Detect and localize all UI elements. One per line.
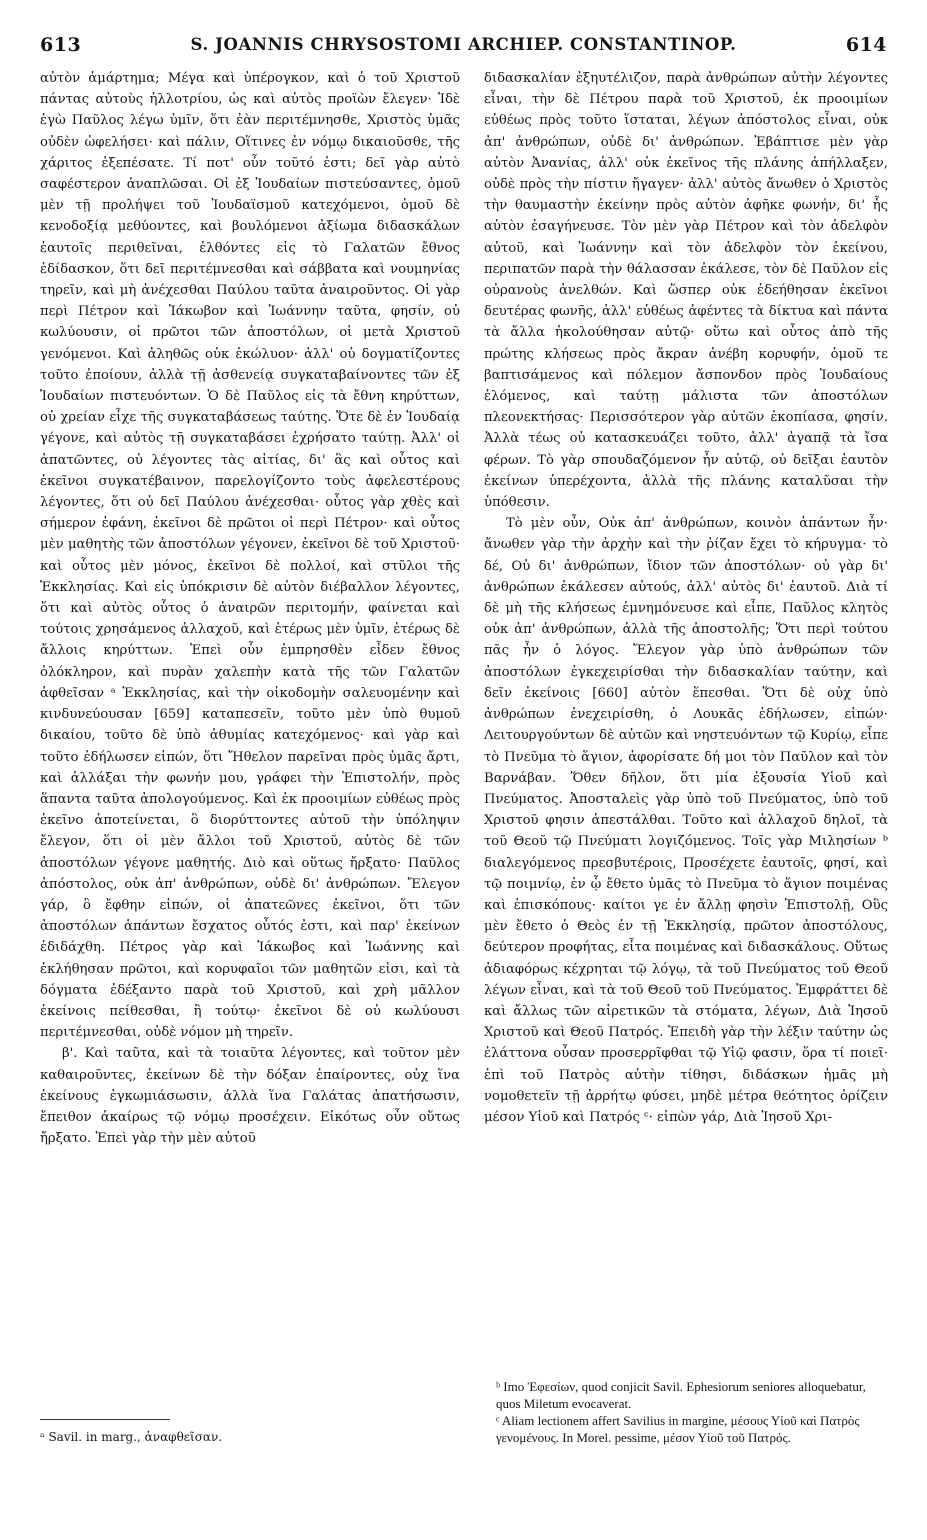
right-column bbox=[484, 68, 888, 1128]
footnotes-right bbox=[496, 1379, 888, 1447]
left-paragraph-2: β'. Καὶ ταῦτα, καὶ τὰ τοιαῦτα λέγοντες, καὶ τοῦτον μὲν καθαιροῦντες, ἐκείνων δὲ τὴν δόξαν ἐπαίροντες, οὐχ ἵνα ἐκείνους ἐγκωμιάσωσιν, ἀλλὰ ἵνα Γαλάτας ἀπατήσωσιν, ἔπειθον ἀκαίρως τῷ νόμῳ προσέχειν. Εἰκότως οὖν οὕτως ἤρξατο. Ἐπεὶ γὰρ τὴν μὲν αὐτοῦ bbox=[40, 1046, 460, 1147]
right-paragraph-1: διδασκαλίαν ἐξηυτέλιζον, παρὰ ἀνθρώπων αὐτὴν λέγοντες εἶναι, τὴν δὲ Πέτρου παρὰ τοῦ Χριστοῦ, ἐκ προοιμίων εὐθέως πρὸς τοῦτο ἵσταται, λέγων ἀπόστολος εἶναι, οὐκ ἀπ' ἀνθρώπων, οὐδὲ δι' ἀνθρώπων. Ἐβάπτισε μὲν γὰρ αὐτὸν Ἀνανίας, ἀλλ' οὐκ ἐκεῖνος τῆς πλάνης ἀπήλλαξεν, οὐδὲ πρὸς τὴν πίστιν ἤγαγεν· ἀλλ' αὐτὸς ἄνωθεν ὁ Χριστὸς τὴν θαυμαστὴν ἐκείνην πρὸς αὐτὸν ἀφῆκε φωνήν, δι' ἧς αὐτὸν ἐσαγήνευσε. Τὸν μὲν γὰρ Πέτρον καὶ τὸν ἀδελφὸν αὐτοῦ, καὶ Ἰωάννην καὶ τὸν ἀδελφὸν τὸν ἐκείνου, περιπατῶν παρὰ τὴν θάλασσαν ἐκάλεσε, τὸν δὲ Παῦλον εἰς οὐρανοὺς ἀνελθών. Καὶ ὥσπερ οὐκ ἐδεήθησαν ἐκεῖνοι δευτέρας φωνῆς, ἀλλ' εὐθέως ἀφέντες τὰ δίκτυα καὶ πάντα τὰ ἄλλα ἠκολούθησαν αὐτῷ· οὕτω καὶ οὗτος ἀπὸ τῆς πρώτης κλήσεως πρὸς ἄκραν ἀνέβη κορυφήν, ὁμοῦ τε βαπτισάμενος καὶ πόλεμον ἄσπονδον πρὸς Ἰουδαίους ἑλόμενος, καὶ ταύτῃ μάλιστα τῶν ἀποστόλων πλεονεκτήσας· Περισσότερον γὰρ αὐτῶν ἐκοπίασα, φησίν. Ἀλλὰ τέως οὐ κατασκευάζει τοῦτο, ἀλλ' ἀγαπᾷ τὰ ἴσα φέρων. Τὸ γὰρ σπουδαζόμενον ἦν αὐτῷ, οὐ δεῖξαι ἑαυτὸν ἐκείνων ὑπερέχοντα, ἀλλὰ τῆς πλάνης καταλῦσαι τὴν ὑπόθεσιν. bbox=[484, 71, 888, 511]
right-paragraph-2: Τὸ μὲν οὖν, Οὐκ ἀπ' ἀνθρώπων, κοινὸν ἁπάντων ἦν· ἄνωθεν γὰρ τὴν ἀρχὴν καὶ τὴν ῥίζαν ἔχει τὸ κήρυγμα· τὸ δέ, Οὐ δι' ἀνθρώπων, ἴδιον τῶν ἀποστόλων· οὐ γὰρ δι' ἀνθρώπων ἐκάλεσεν αὐτούς, ἀλλ' αὐτὸς δι' ἑαυτοῦ. Διὰ τί δὲ μὴ τῆς κλήσεως ἐμνημόνευσε καὶ εἶπε, Παῦλος κλητὸς οὐκ ἀπ' ἀνθρώπων, ἀλλὰ τῆς ἀποστολῆς; Ὅτι περὶ τούτου πᾶς ἦν ὁ λόγος. Ἔλεγον γὰρ ὑπὸ ἀνθρώπων τῶν ἀποστόλων ἐγκεχειρίσθαι τὴν διδασκαλίαν ταύτην, καὶ δεῖν ἐκείνοις [660] αὐτὸν ἕπεσθαι. Ὅτι δὲ οὐχ ὑπὸ ἀνθρώπων ἐνεχειρίσθη, ὁ Λουκᾶς ἐδήλωσεν, εἰπών· Λειτουργούντων δὲ αὐτῶν καὶ νηστευόντων τῷ Κυρίῳ, εἶπε τὸ Πνεῦμα τὸ ἅγιον, ἀφορίσατε δή μοι τὸν Παῦλον καὶ τὸν Βαρνάβαν. Ὅθεν δῆλον, ὅτι μία ἐξουσία Υἱοῦ καὶ Πνεύματος. Ἀποσταλεὶς γὰρ ὑπὸ τοῦ Πνεύματος, ὑπὸ τοῦ Χριστοῦ φησιν ἀπεστάλθαι. Τοῦτο καὶ ἀλλαχοῦ δηλοῖ, τὰ τοῦ Θεοῦ τῷ Πνεύματι λογιζόμενος. Τοῖς γὰρ Μιλησίων ᵇ διαλεγόμενος πρεσβυτέροις, Προσέχετε ἑαυτοῖς, φησί, καὶ τῷ ποιμνίῳ, ἐν ᾧ ἔθετο ὑμᾶς τὸ Πνεῦμα τὸ ἅγιον ποιμένας καὶ ἐπισκόπους· καίτοι γε ἐν ἄλλῃ φησὶν Ἐπιστολῇ, Οὓς μὲν ἔθετο ὁ Θεὸς ἐν τῇ Ἐκκλησίᾳ, πρῶτον ἀποστόλους, δεύτερον προφήτας, εἶτα ποιμένας καὶ διδασκάλους. Οὕτως ἀδιαφόρως κέχρηται τῷ λόγῳ, τὰ τοῦ Πνεύματος τοῦ Θεοῦ λέγων εἶναι, καὶ τὰ τοῦ Θεοῦ τοῦ Πνεύματος. Ἐμφράττει δὲ καὶ ἄλλως τῶν αἱρετικῶν τὰ στόματα, λέγων, Διὰ Ἰησοῦ Χριστοῦ καὶ Θεοῦ Πατρός. Ἐπειδὴ γὰρ τὴν λέξιν ταύτην ὡς ἐλάττονα οὖσαν προσερρῖφθαι τῷ Υἱῷ φασιν, ὅρα τί ποιεῖ· ἐπὶ τοῦ Πατρὸς αὐτὴν τίθησι, διδάσκων ἡμᾶς μὴ νομοθετεῖν τῇ ἀρρήτῳ φύσει, μηδὲ μέτρα θεότητος ὁρίζειν μέσον Υἱοῦ καὶ Πατρός ᶜ· εἰπὼν γάρ, Διὰ Ἰησοῦ Χρι- bbox=[484, 516, 888, 1125]
running-title: S. JOANNIS CHRYSOSTOMI ARCHIEP. CONSTANTINOP. bbox=[190, 35, 737, 54]
left-column bbox=[40, 68, 460, 1149]
running-header bbox=[40, 34, 887, 64]
footnote-rule bbox=[40, 1419, 170, 1420]
footnote-left: ᵃ Savil. in marg., ἀναφθεῖσαν. bbox=[40, 1430, 223, 1444]
footnote-c: ᶜ Aliam lectionem affert Savilius in margine, μέσους Υἱοῦ καὶ Πατρὸς γενομένους. In Morel. pessime, μέσον Υἱοῦ τοῦ Πατρός. bbox=[496, 1413, 860, 1445]
page-number-left: 613 bbox=[40, 34, 82, 56]
footnote-b: ᵇ Imo Ἐφεσίων, quod conjicit Savil. Ephesiorum seniores alloquebatur, quos Miletum evocaverat. bbox=[496, 1379, 866, 1411]
left-paragraph-1: αὐτὸν ἁμάρτημα; Μέγα καὶ ὑπέρογκον, καὶ ὁ τοῦ Χριστοῦ πάντας αὐτοὺς ἠλλοτρίου, ὡς καὶ αὐτὸς προϊὼν ἔλεγεν· Ἰδὲ ἐγὼ Παῦλος λέγω ὑμῖν, ὅτι ἐὰν περιτέμνησθε, Χριστὸς ὑμᾶς οὐδὲν ὠφελήσει· καὶ πάλιν, Οἵτινες ἐν νόμῳ δικαιοῦσθε, τῆς χάριτος ἐξεπέσατε. Τί ποτ' οὖν τοῦτό ἐστι; δεῖ γὰρ αὐτὸ σαφέστερον ἀναπλῶσαι. Οἱ ἐξ Ἰουδαίων πιστεύσαντες, ὁμοῦ μὲν τῇ προλήψει τοῦ Ἰουδαϊσμοῦ κατεχόμενοι, ὁμοῦ δὲ κενοδοξίᾳ μεθύοντες, καὶ βουλόμενοι ἀξίωμα διδασκάλων ἑαυτοῖς περιθεῖναι, ἐλθόντες εἰς τὸ Γαλατῶν ἔθνος ἐδίδασκον, ὅτι δεῖ περιτέμνεσθαι καὶ σάββατα καὶ νουμηνίας τηρεῖν, καὶ μὴ ἀνέχεσθαι Παύλου ταῦτα ἀναιροῦντος. Οἱ γὰρ περὶ Πέτρον καὶ Ἰάκωβον καὶ Ἰωάννην ταῦτα, φησίν, οὐ κωλύουσιν, οἱ πρῶτοι τῶν ἀποστόλων, οἱ μετὰ Χριστοῦ γενόμενοι. Καὶ ἀληθῶς οὐκ ἐκώλυον· ἀλλ' οὐ δογματίζοντες τοῦτο ἐποίουν, ἀλλὰ τῇ ἀσθενείᾳ συγκαταβαίνοντες τῶν ἐξ Ἰουδαίων πιστευόντων. Ὁ δὲ Παῦλος εἰς τὰ ἔθνη κηρύττων, οὐ χρείαν εἶχε τῆς συγκαταβάσεως ταύτης. Ὅτε δὲ ἐν Ἰουδαίᾳ γέγονε, καὶ αὐτὸς τῇ συγκαταβάσει ἐχρήσατο ταύτῃ. Ἀλλ' οἱ ἀπατῶντες, οὐ λέγοντες τὰς αἰτίας, δι' ἃς καὶ οὗτος καὶ ἐκεῖνοι συγκατέβαινον, παρελογίζοντο τοὺς ἀφελεστέρους λέγοντες, ὅτι οὐ δεῖ Παύλου ἀνέχεσθαι· οὗτος γὰρ χθὲς καὶ σήμερον ἐφάνη, ἐκεῖνοι δὲ πρῶτοι οἱ περὶ Πέτρον· καὶ οὗτος μὲν μαθητὴς τῶν ἀποστόλων γέγονεν, ἐκεῖνοι δὲ τοῦ Χριστοῦ· καὶ οὗτος μὲν μόνος, ἐκεῖνοι δὲ πολλοί, καὶ στῦλοι τῆς Ἐκκλησίας. Καὶ εἰς ὑπόκρισιν δὲ αὐτὸν διέβαλλον λέγοντες, ὅτι καὶ αὐτὸς οὗτος ὁ ἀναιρῶν περιτομήν, φαίνεται καὶ τούτοις χρησάμενος ἀλλαχοῦ, καὶ ἑτέρως μὲν ὑμῖν, ἑτέρως δὲ ἄλλοις κηρύττων. Ἐπεὶ οὖν ἐμπρησθὲν εἶδεν ἔθνος ὁλόκληρον, καὶ πυρὰν χαλεπὴν κατὰ τῆς τῶν Γαλατῶν ἀφθεῖσαν ᵃ Ἐκκλησίας, καὶ τὴν οἰκοδομὴν σαλευομένην καὶ κινδυνεύουσαν [659] καταπεσεῖν, τοῦτο μὲν ὑπὸ θυμοῦ δικαίου, τοῦτο δὲ ὑπὸ ἀθυμίας κατεχόμενος· καὶ γὰρ καὶ τοῦτο ἐδήλωσεν εἰπών, ὅτι Ἤθελον παρεῖναι πρὸς ὑμᾶς ἄρτι, καὶ ἀλλάξαι τὴν φωνήν μου, γράφει τὴν Ἐπιστολήν, πρὸς ἅπαντα ταῦτα ἀπολογούμενος. Καὶ ἐκ προοιμίων εὐθέως πρὸς ἐκεῖνο ἀποτείνεται, ὃ διορύττοντες αὐτοῦ τὴν ὑπόληψιν ἔλεγον, ὅτι οἱ μὲν ἄλλοι τοῦ Χριστοῦ, αὐτὸς δὲ τῶν ἀποστόλων γέγονε μαθητής. Διὸ καὶ οὕτως ἤρξατο· Παῦλος ἀπόστολος, οὐκ ἀπ' ἀνθρώπων, οὐδὲ δι' ἀνθρώπων. Ἔλεγον γάρ, ὃ ἔφθην εἰπών, οἱ ἀπατεῶνες ἐκεῖνοι, ὅτι τῶν ἀποστόλων ἁπάντων ἔσχατος οὗτός ἐστι, καὶ παρ' ἐκείνων ἐδιδάχθη. Πέτρος γὰρ καὶ Ἰάκωβος καὶ Ἰωάννης καὶ ἐκλήθησαν πρῶτοι, καὶ κορυφαῖοι τῶν μαθητῶν εἰσι, καὶ τὰ δόγματα ἐδέξαντο παρὰ τοῦ Χριστοῦ, καὶ χρὴ μᾶλλον ἐκείνοις πείθεσθαι, ἢ τούτῳ· ἐκεῖνοι δὲ οὐ κωλύουσι περιτέμνεσθαι, οὐδὲ νόμον μὴ τηρεῖν. bbox=[40, 71, 460, 1041]
page-number-right: 614 bbox=[845, 34, 887, 56]
